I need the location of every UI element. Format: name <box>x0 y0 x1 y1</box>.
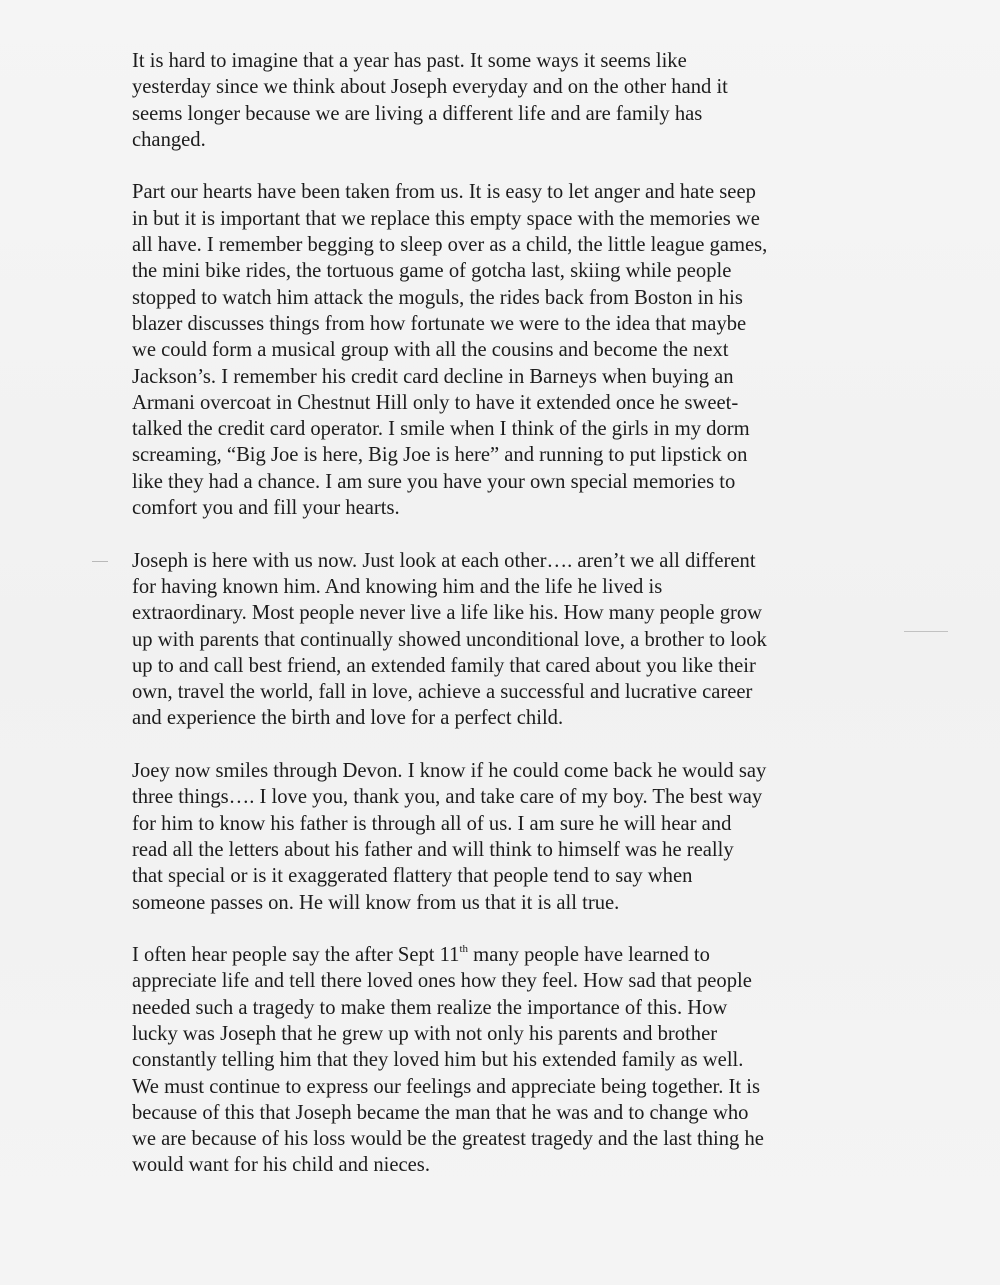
paragraph-3: Joseph is here with us now. Just look at each other…. aren’t we all different for having known him. And knowing him and the life he lived is extraordinary. Most people never live a life like his. How many people grow up with parents that continually showed unconditional love, a brother to look up to and call best friend, an extended family that cared about you like their own, travel the world, fall in love, achieve a successful and lucrative career and experience the birth and love for a perfect child. <box>132 549 767 730</box>
scan-mark-left <box>92 561 108 562</box>
ordinal-superscript: th <box>459 943 469 956</box>
paragraph-2: Part our hearts have been taken from us. It is easy to let anger and hate seep in but it is important that we replace this empty space with the memories we all have. I remember begging to sleep over as a child, the little league games, the mini bike rides, the tortuous game of gotcha last, skiing while people stopped to watch him attack the moguls, the rides back from Boston in his blazer discusses things from how fortunate we were to the idea that maybe we could form a musical group with all the cousins and become the next Jackson’s. I remember his credit card decline in Barneys when buying an Armani overcoat in Chestnut Hill only to have it extended once he sweet- talked the credit card operator. I smile when I think of the girls in my dorm screaming, “Big Joe is here, Big Joe is here” and running to put lipstick on like they had a chance. I am sure you have your own special memories to comfort you and fill your hearts. <box>132 181 768 520</box>
scan-mark-right <box>904 631 948 632</box>
paragraph-5 <box>132 942 872 1179</box>
paragraph-4: Joey now smiles through Devon. I know if he could come back he would say three things…. I love you, thank you, and take care of my boy. The best way for him to know his father is through all of us. I am sure he will hear and read all the letters about his father and will think to himself was he really that special or is it exaggerated flattery that people tend to say when someone passes on. He will know from us that it is all true. <box>132 760 767 914</box>
letter-body <box>132 48 872 1179</box>
paragraph-5-text-after: many people have learned to appreciate life and tell there loved ones how they feel. How sad that people needed such a tragedy to make them realize the importance of this. How lucky was Joseph that he grew up with not only his parents and brother constantly telling him that they loved him but his extended family as well. We must continue to express our feelings and appreciate being together. It is because of this that Joseph became the man that he was and to change who we are because of his loss would be the greatest tragedy and the last thing he would want for his child and nieces. <box>132 944 764 1177</box>
paragraph-5-text-before: I often hear people say the after Sept 11 <box>132 944 460 967</box>
paragraph-1: It is hard to imagine that a year has past. It some ways it seems like yesterday since we think about Joseph everyday and on the other hand it seems longer because we are living a different life and are family has changed. <box>132 50 728 151</box>
